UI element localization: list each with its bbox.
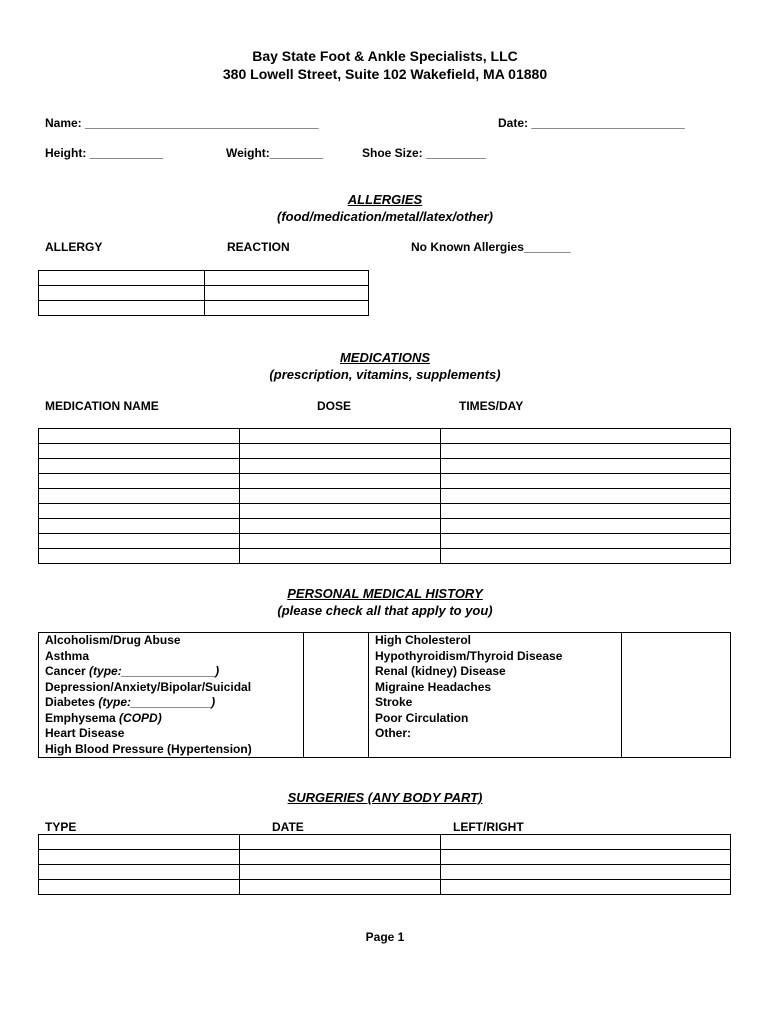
reaction-cell[interactable] xyxy=(205,301,369,316)
table-row xyxy=(39,865,731,880)
times-cell[interactable] xyxy=(441,534,731,549)
medication-cell[interactable] xyxy=(39,444,240,459)
surgery-side-column-header: LEFT/RIGHT xyxy=(453,820,524,834)
history-left-conditions xyxy=(39,633,304,758)
condition-item: Depression/Anxiety/Bipolar/Suicidal xyxy=(45,679,252,694)
table-row xyxy=(39,880,731,895)
dose-cell[interactable] xyxy=(240,459,441,474)
times-cell[interactable] xyxy=(441,429,731,444)
table-row xyxy=(39,835,731,850)
dose-cell[interactable] xyxy=(240,549,441,564)
condition-item: Stroke xyxy=(375,695,413,709)
surgeries-heading: SURGERIES (ANY BODY PART) xyxy=(287,790,483,805)
dose-cell[interactable] xyxy=(240,444,441,459)
condition-item: Asthma xyxy=(45,648,90,663)
table-row xyxy=(39,271,369,286)
condition-item: High Blood Pressure (Hypertension) xyxy=(45,741,252,756)
dose-cell[interactable] xyxy=(240,429,441,444)
dose-cell[interactable] xyxy=(240,504,441,519)
condition-item: Hypothyroidism/Thyroid Disease xyxy=(375,648,563,663)
condition-item: Heart Disease xyxy=(45,726,125,740)
medication-cell[interactable] xyxy=(39,459,240,474)
allergies-table xyxy=(38,270,369,316)
surgery-type-cell[interactable] xyxy=(39,835,240,850)
surgery-date-column-header: DATE xyxy=(272,820,304,834)
dose-cell[interactable] xyxy=(240,534,441,549)
table-row xyxy=(39,549,731,564)
table-row xyxy=(39,429,731,444)
medications-subheading: (prescription, vitamins, supplements) xyxy=(269,367,501,382)
dose-column-header: DOSE xyxy=(317,399,352,413)
condition-item: Renal (kidney) Disease xyxy=(375,664,506,678)
table-row xyxy=(39,504,731,519)
table-row xyxy=(39,489,731,504)
surgery-type-cell[interactable] xyxy=(39,880,240,895)
history-right-conditions xyxy=(369,633,622,758)
surgery-side-cell[interactable] xyxy=(441,835,731,850)
surgery-date-cell[interactable] xyxy=(240,880,441,895)
allergy-column-header: ALLERGY xyxy=(45,240,103,254)
history-subheading: (please check all that apply to you) xyxy=(277,603,493,618)
surgery-date-cell[interactable] xyxy=(240,865,441,880)
dose-cell[interactable] xyxy=(240,489,441,504)
times-cell[interactable] xyxy=(441,474,731,489)
medication-cell[interactable] xyxy=(39,429,240,444)
condition-item: Alcoholism/Drug Abuse xyxy=(45,633,181,647)
table-row xyxy=(39,519,731,534)
no-known-allergies-field[interactable]: No Known Allergies_______ xyxy=(411,240,571,254)
condition-item: Diabetes (type:____________) xyxy=(45,695,216,709)
condition-item: Migraine Headaches xyxy=(375,679,492,694)
history-right-checkbox-column[interactable] xyxy=(622,633,731,758)
reaction-column-header: REACTION xyxy=(227,240,290,254)
dose-cell[interactable] xyxy=(240,474,441,489)
medications-heading: MEDICATIONS xyxy=(339,350,431,365)
history-table xyxy=(38,632,731,758)
surgeries-table xyxy=(38,834,731,895)
surgery-side-cell[interactable] xyxy=(441,865,731,880)
surgery-side-cell[interactable] xyxy=(441,880,731,895)
medications-table xyxy=(38,428,731,564)
table-row xyxy=(39,850,731,865)
reaction-cell[interactable] xyxy=(205,286,369,301)
allergies-subheading: (food/medication/metal/latex/other) xyxy=(277,209,493,224)
allergy-cell[interactable] xyxy=(39,271,205,286)
table-row xyxy=(39,534,731,549)
weight-field[interactable]: Weight:________ xyxy=(226,146,324,160)
table-row xyxy=(39,459,731,474)
condition-item: Cancer (type:______________) xyxy=(45,664,220,678)
surgery-date-cell[interactable] xyxy=(240,850,441,865)
allergies-heading: ALLERGIES xyxy=(347,192,423,207)
history-heading: PERSONAL MEDICAL HISTORY xyxy=(287,586,483,601)
medication-cell[interactable] xyxy=(39,489,240,504)
condition-item: High Cholesterol xyxy=(375,633,472,647)
times-cell[interactable] xyxy=(441,549,731,564)
medication-cell[interactable] xyxy=(39,519,240,534)
condition-item: Poor Circulation xyxy=(375,710,469,725)
allergy-cell[interactable] xyxy=(39,286,205,301)
times-cell[interactable] xyxy=(441,444,731,459)
table-row xyxy=(39,444,731,459)
surgery-type-cell[interactable] xyxy=(39,865,240,880)
times-cell[interactable] xyxy=(441,519,731,534)
shoe-size-field[interactable]: Shoe Size: _________ xyxy=(362,146,487,160)
surgery-type-cell[interactable] xyxy=(39,850,240,865)
times-cell[interactable] xyxy=(441,504,731,519)
table-row xyxy=(39,286,369,301)
allergy-cell[interactable] xyxy=(39,301,205,316)
reaction-cell[interactable] xyxy=(205,271,369,286)
name-field[interactable]: Name: ___________________________________ xyxy=(45,116,319,130)
condition-item: Other: xyxy=(375,726,411,740)
page-number: Page 1 xyxy=(365,930,405,944)
medication-cell[interactable] xyxy=(39,549,240,564)
dose-cell[interactable] xyxy=(240,519,441,534)
company-address: 380 Lowell Street, Suite 102 Wakefield, MA 01880 xyxy=(222,66,548,82)
table-row xyxy=(39,301,369,316)
date-field[interactable]: Date: _______________________ xyxy=(498,116,685,130)
surgery-date-cell[interactable] xyxy=(240,835,441,850)
table-row xyxy=(39,474,731,489)
history-left-checkbox-column[interactable] xyxy=(304,633,369,758)
times-per-day-column-header: TIMES/DAY xyxy=(459,399,524,413)
surgery-side-cell[interactable] xyxy=(441,850,731,865)
medication-name-column-header: MEDICATION NAME xyxy=(45,399,159,413)
times-cell[interactable] xyxy=(441,459,731,474)
height-field[interactable]: Height: ___________ xyxy=(45,146,164,160)
times-cell[interactable] xyxy=(441,489,731,504)
condition-item: Emphysema (COPD) xyxy=(45,710,162,725)
medication-cell[interactable] xyxy=(39,474,240,489)
medication-cell[interactable] xyxy=(39,504,240,519)
company-name: Bay State Foot & Ankle Specialists, LLC xyxy=(252,48,518,64)
surgery-type-column-header: TYPE xyxy=(45,820,77,834)
medication-cell[interactable] xyxy=(39,534,240,549)
